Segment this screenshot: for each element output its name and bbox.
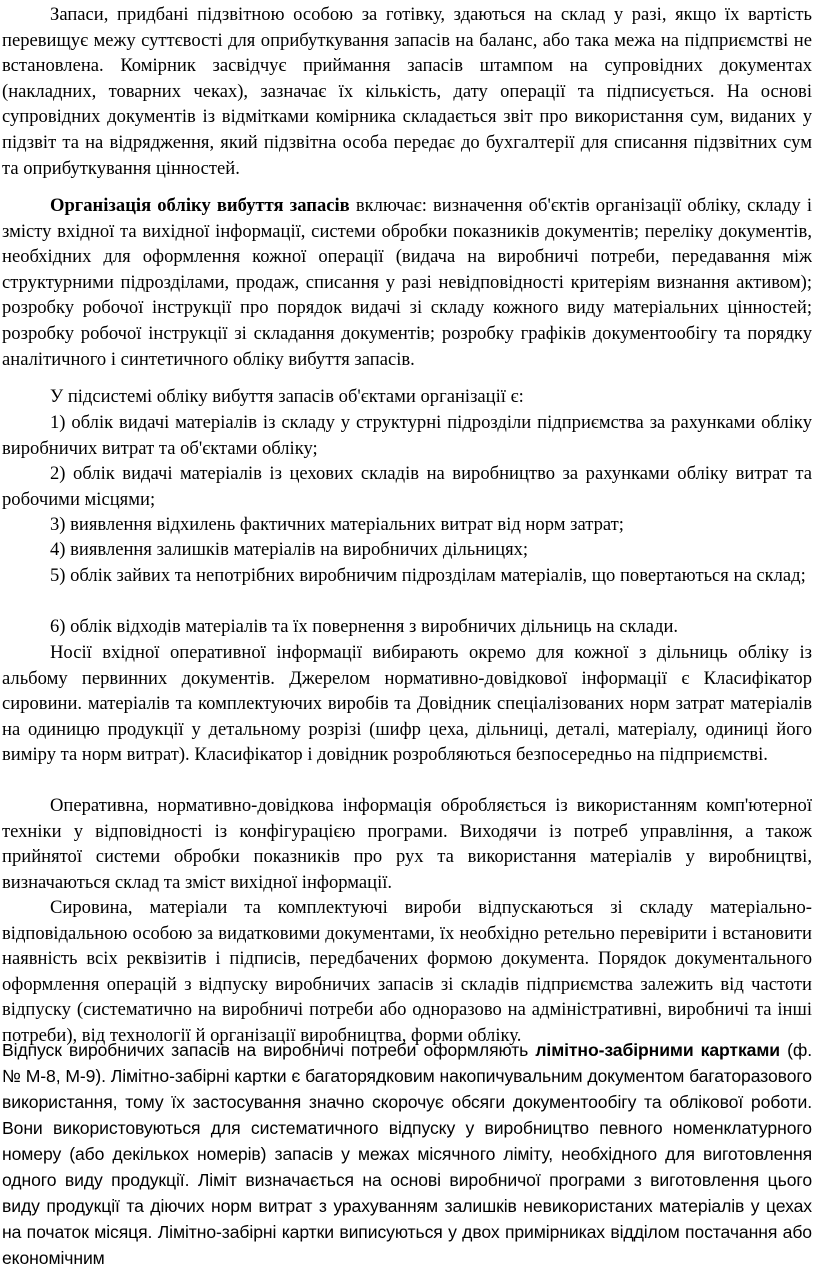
paragraph-subsystem-intro: У підсистемі обліку вибуття запасів об'єктами організації є:: [50, 386, 524, 407]
paragraph-limit-cards: [2, 1037, 812, 1271]
list-item-1: 1) облік видачі матеріалів із складу у структурні підрозділи підприємства за рахунками обліку виробничих витрат та об'єктами обліку;: [2, 412, 812, 459]
paragraph-release-procedure: Сировина, матеріали та комплектуючі вироби відпускаються зі складу матеріально-відповідальною особою за видатковими документами, їх необхідно ретельно перевірити і встановити наявність всіх реквізитів і підписів, передбачених формою документа. Порядок документального оформлення операцій з відпуску виробничих запасів зі складів підприємства залежить від частоти відпуску (систематично на виробничі потреби або одноразово на адміністративні, виробничі та інші потреби), від технології й організації виробництва, форми обліку.: [2, 897, 812, 1046]
list-item-3: 3) виявлення відхилень фактичних матеріальних витрат від норм затрат;: [50, 514, 624, 535]
paragraph-text: включає: визначення об'єктів організації обліку, складу і змісту вхідної та вихідної інформації, системи обробки показників документів; переліку документів, необхідних для оформлення кожної операції (видача на виробничі потреби, передавання між структурними підрозділами, продаж, списання у разі невідповідності критеріям визнання активом); розробку робочої інструкції про порядок видачі зі складу кожного виду матеріальних цінностей; розробку робочої інструкції зі складання документів; розробку графіків документообігу та порядку аналітичного і синтетичного обліку вибуття запасів.: [2, 195, 812, 370]
list-item-5: 5) облік зайвих та непотрібних виробничим підрозділам матеріалів, що повертаються на склад;: [50, 565, 806, 586]
list-item-4: 4) виявлення залишків матеріалів на виробничих дільницях;: [50, 539, 529, 560]
paragraph-text: (ф. № М-8, М-9). Лімітно-забірні картки є багаторядковим накопичувальним документом багаторазового використання, тому їх застосування значно скорочує обсяги документообігу та облікової роботи. Вони використовуються для систематичного відпуску у виробництво певного номенклатурного номеру (або декількох номерів) запасів у межах місячного ліміту, необхідного для виготовлення одного виду продукції. Ліміт визначається на основі виробничої програми з виготовлення цього виду продукції та діючих норм витрат з урахуванням залишків невикористаних матеріалів у цехах на початок місяця. Лімітно-забірні картки виписуються у двох примірниках відділом постачання або економічним: [2, 1040, 813, 1268]
list-item-6: 6) облік відходів матеріалів та їх повернення з виробничих дільниць на склади.: [50, 616, 679, 637]
paragraph-text: Відпуск виробничих запасів на виробничі потреби оформляють: [2, 1040, 536, 1060]
paragraph-processing: Оперативна, нормативно-довідкова інформація обробляється із використанням комп'ютерної техніки у відповідності із конфігурацією програми. Виходячи із потреб управління, а також прийнятої системи обробки показників про рух та використання матеріалів у виробництві, визначаються склад та зміст вихідної інформації.: [2, 795, 812, 893]
paragraph-disposal-organization: [2, 193, 812, 372]
bold-term: лімітно-забірними картками: [535, 1040, 780, 1060]
bold-term: Організація обліку вибуття запасів: [50, 195, 350, 216]
paragraph-input-information: Носії вхідної оперативної інформації вибирають окремо для кожної з дільниць обліку із альбому первинних документів. Джерелом нормативно-довідкової інформації є Класифікатор сировини. матеріалів та комплектуючих виробів та Довідник спеціалізованих норм затрат матеріалів на одиницю продукції у детальному розрізі (шифр цеха, дільниці, деталі, матеріалу, одиниці його виміру та норм витрат). Класифікатор і довідник розробляються безпосередньо на підприємстві.: [2, 642, 812, 766]
paragraph-stock-receipt: Запаси, придбані підзвітною особою за готівку, здаються на склад у разі, якщо їх вартість перевищує межу суттєвості для оприбуткування запасів на баланс, або така межа на підприємстві не встановлена. Комірник засвідчує приймання запасів штампом на супровідних документах (накладних, товарних чеках), зазначає їх кількість, дату операції та підписується. На основі супровідних документів із відмітками комірника складається звіт про використання сум, виданих у підзвіт та на відрядження, який підзвітна особа передає до бухгалтерії для списання підзвітних сум та оприбуткування цінностей.: [2, 4, 812, 179]
list-item-2: 2) облік видачі матеріалів із цехових складів на виробництво за рахунками обліку витрат та робочими місцями;: [2, 463, 812, 510]
